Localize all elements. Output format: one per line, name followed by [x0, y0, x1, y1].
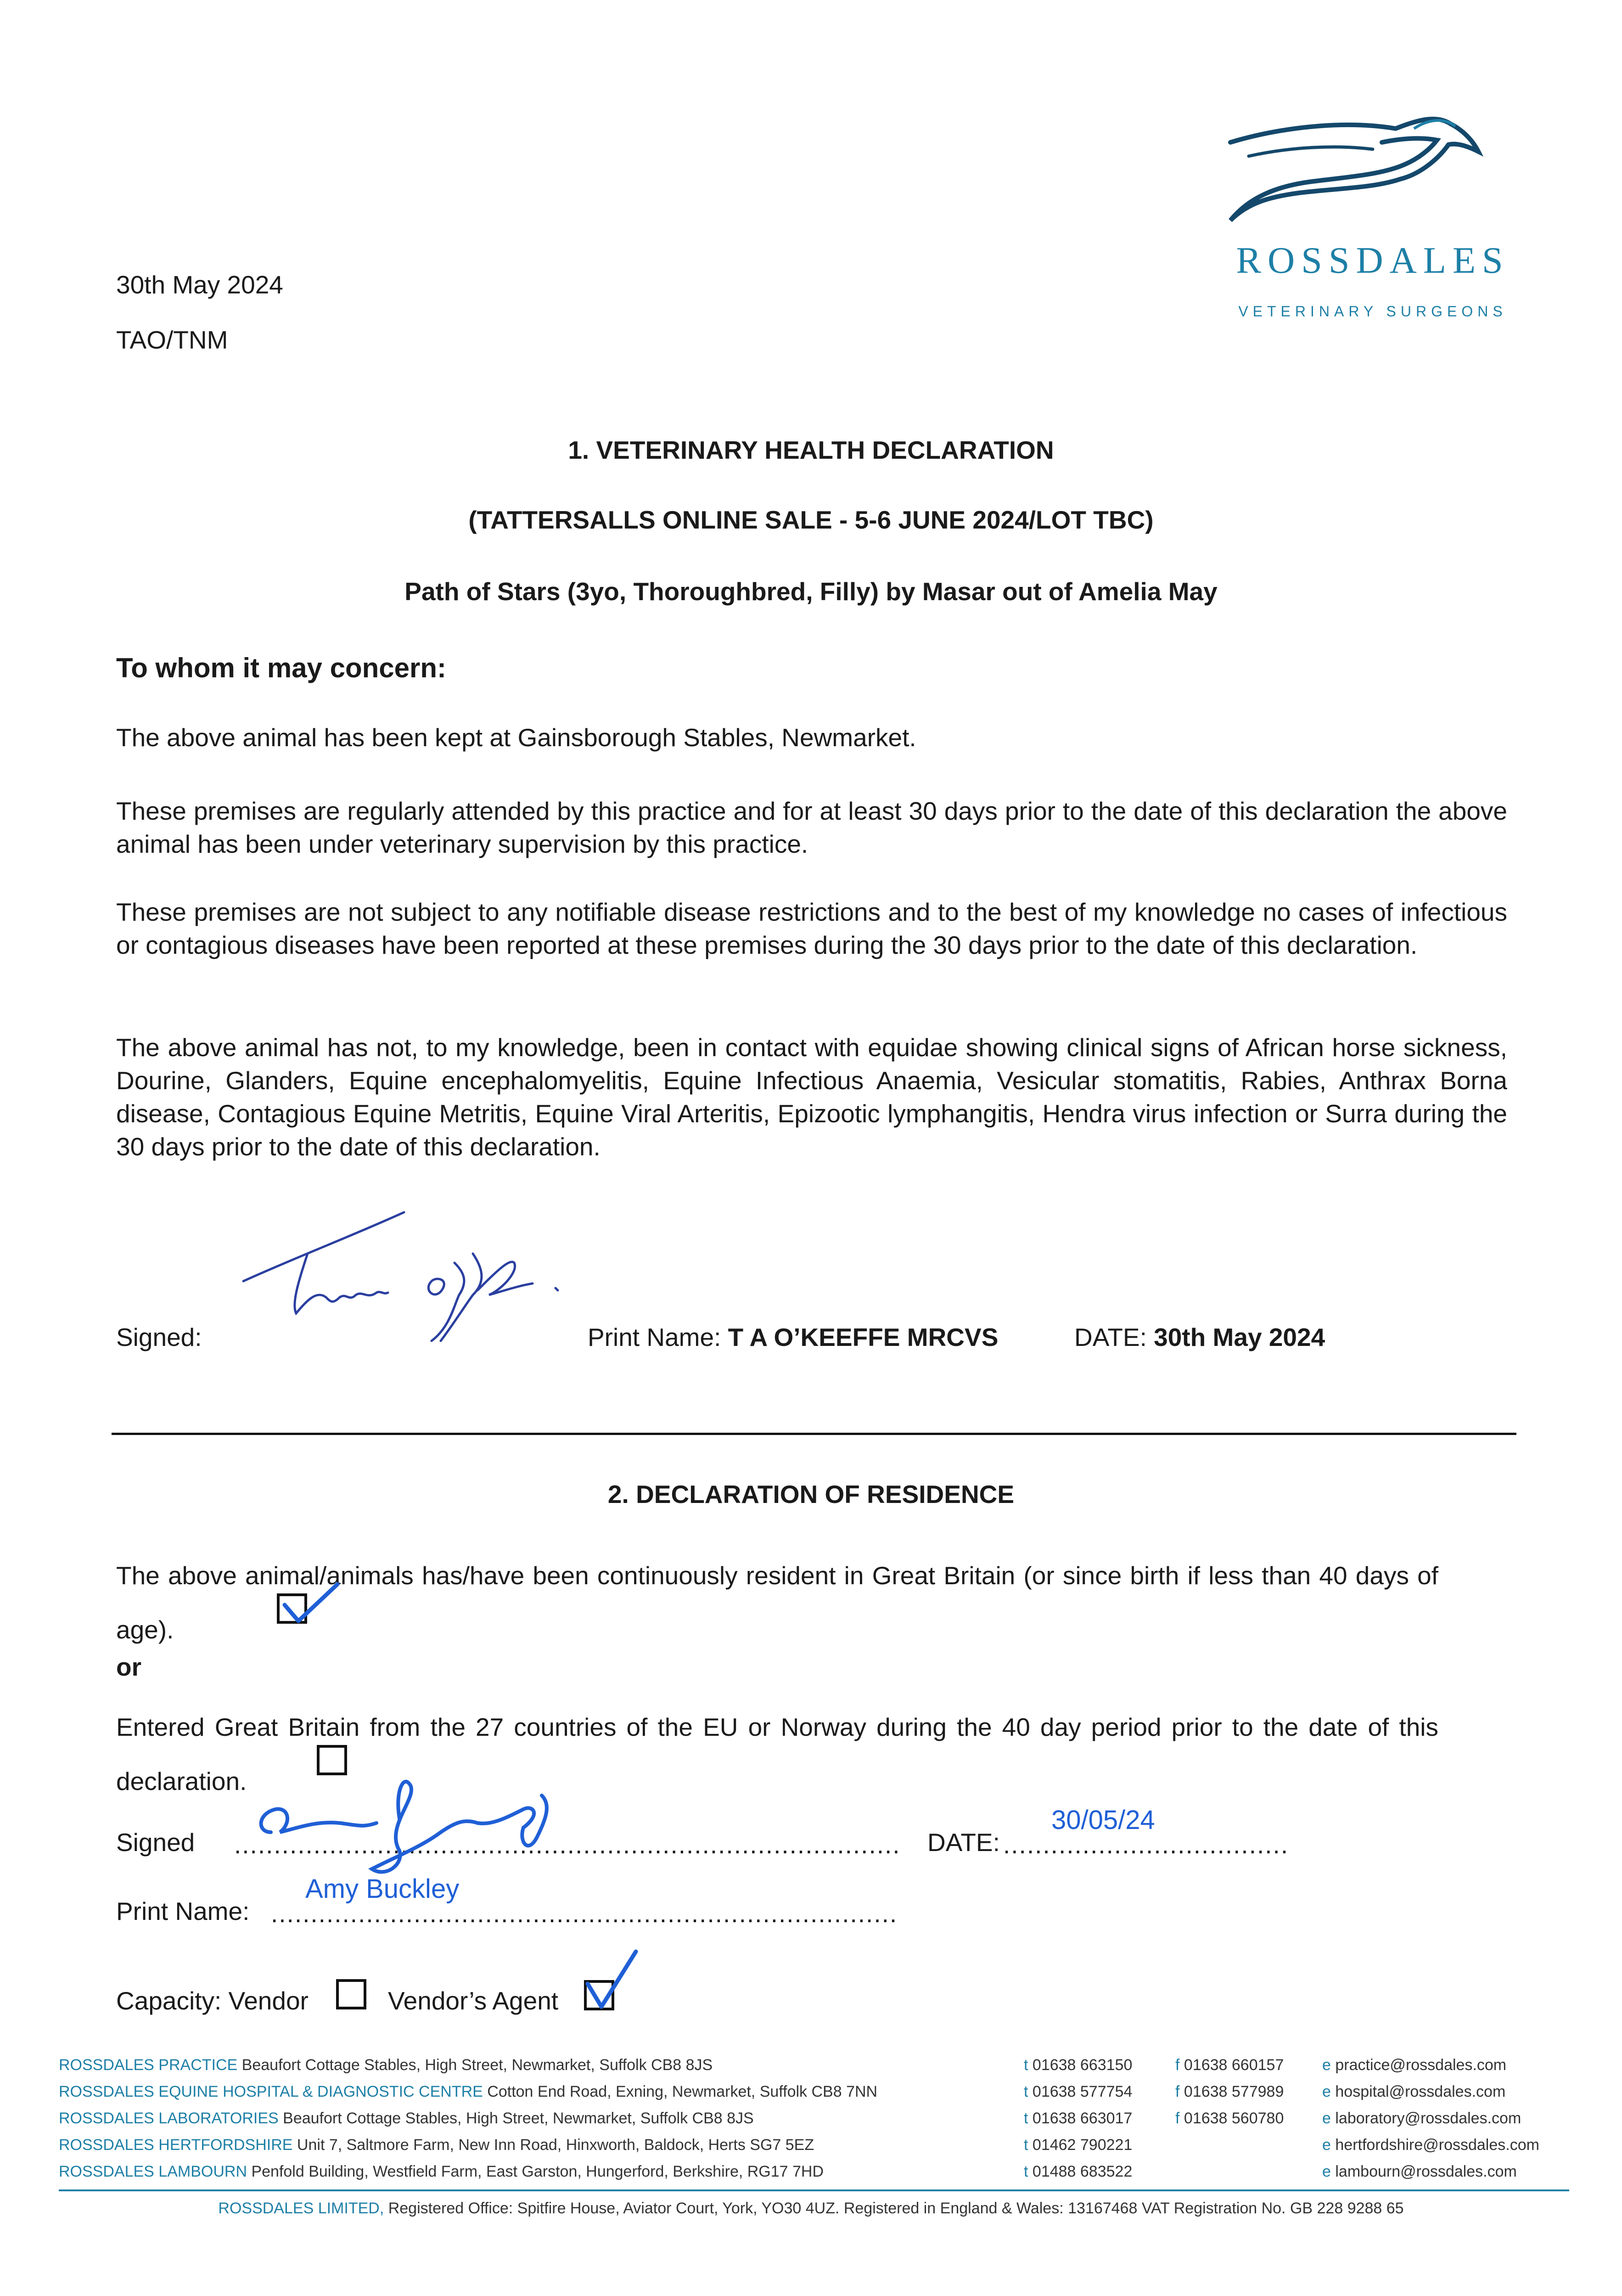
footer-email[interactable]: e laboratory@rossdales.com	[1322, 2110, 1521, 2127]
footer-row	[59, 2136, 814, 2154]
footer-row	[59, 2163, 824, 2181]
section1-title: 1. VETERINARY HEALTH DECLARATION	[568, 436, 1054, 464]
footer-phone: t 01638 577754	[1024, 2083, 1133, 2100]
footer-row-name: ROSSDALES LAMBOURN	[59, 2163, 247, 2180]
footer-row	[59, 2056, 713, 2074]
horse-description: Path of Stars (3yo, Thoroughbred, Filly) by Masar out of Amelia May	[404, 577, 1218, 606]
footer-email[interactable]: e hertfordshire@rossdales.com	[1322, 2136, 1539, 2154]
date-label-2: DATE:	[927, 1828, 1000, 1857]
footer-row-address: Cotton End Road, Exning, Newmarket, Suffolk CB8 7NN	[487, 2083, 878, 2100]
letter-reference: TAO/TNM	[116, 326, 228, 354]
signed-label-2: Signed	[116, 1828, 195, 1857]
vet-declaration-date: 30th May 2024	[1154, 1323, 1325, 1351]
print-name-label-2: Print Name:	[116, 1897, 250, 1925]
agent-date: 30/05/24	[1051, 1805, 1155, 1835]
residence-option-1-text: The above animal/animals has/have been continuously resident in Great Britain (or since birth if less than 40 days of age).	[116, 1561, 1438, 1644]
footer-divider	[59, 2189, 1569, 2191]
date-line: ....................................	[1003, 1830, 1289, 1859]
footer-row	[59, 2110, 754, 2127]
footer-phone: t 01638 663017	[1024, 2110, 1133, 2127]
capacity-label: Capacity:	[116, 1986, 222, 2015]
footer-fax: f 01638 560780	[1175, 2110, 1284, 2127]
checkmark-icon	[275, 1580, 344, 1630]
registered-company-name: ROSSDALES LIMITED,	[218, 2200, 384, 2217]
registered-office-text: Registered Office: Spitfire House, Aviator Court, York, YO30 4UZ. Registered in England & Wales: 13167468 VAT Registration No. GB 228 9288 65	[388, 2200, 1404, 2217]
footer-fax: f 01638 577989	[1175, 2083, 1284, 2100]
footer-email[interactable]: e lambourn@rossdales.com	[1322, 2163, 1517, 2180]
signature-line: ....................................................................................	[234, 1830, 901, 1859]
footer-row-address: Beaufort Cottage Stables, High Street, Newmarket, Suffolk CB8 8JS	[241, 2056, 713, 2074]
footer-row-address: Penfold Building, Westfield Farm, East Garston, Hungerford, Berkshire, RG17 7HD	[251, 2163, 824, 2180]
agent-signature	[248, 1763, 615, 1883]
vendor-checkbox[interactable]	[336, 1979, 366, 2009]
footer-row-address: Unit 7, Saltmore Farm, New Inn Road, Hinxworth, Baldock, Herts SG7 5EZ	[297, 2136, 814, 2154]
footer-phone: t 01488 683522	[1024, 2163, 1133, 2180]
footer-email[interactable]: e practice@rossdales.com	[1322, 2056, 1507, 2074]
salutation: To whom it may concern:	[116, 653, 446, 683]
section-divider	[112, 1433, 1516, 1435]
date-row-1	[1074, 1322, 1325, 1352]
capacity-row	[116, 1986, 309, 2015]
letter-date: 30th May 2024	[116, 270, 283, 299]
paragraph-premises: The above animal has been kept at Gainsborough Stables, Newmarket.	[116, 723, 916, 752]
section2-title: 2. DECLARATION OF RESIDENCE	[607, 1480, 1015, 1508]
signed-label-1: Signed:	[116, 1323, 202, 1351]
paragraph-contact: The above animal has not, to my knowledge, been in contact with equidae showing clinical signs of African horse sickness, Dourine, Glanders, Equine encephalomyelitis, Equine Infectious Anaemia, Vesicular stomatitis, Rabies, Anthrax Borna disease, Contagious Equine Metritis, Equine Viral Arteritis, Epizootic lymphangitis, Hendra virus infection or Surra during the 30 days prior to the date of this declaration.	[116, 1033, 1507, 1161]
footer-row	[59, 2083, 877, 2101]
logo-tagline: VETERINARY SURGEONS	[1238, 303, 1507, 320]
vet-print-name: T A O’KEEFFE MRCVS	[728, 1323, 999, 1351]
footer-row-name: ROSSDALES PRACTICE	[59, 2056, 238, 2074]
print-name-label-1: Print Name:	[588, 1323, 721, 1351]
paragraph-disease-restrictions: These premises are not subject to any notifiable disease restrictions and to the best of my knowledge no cases of infectious or contagious diseases have been reported at these premises during the 30 days prior to the date of this declaration.	[116, 898, 1507, 959]
paragraph-supervision: These premises are regularly attended by this practice and for at least 30 days prior to the date of this declaration the above animal has been under veterinary supervision by this practice.	[116, 797, 1507, 858]
registered-office	[0, 2200, 1622, 2217]
print-name-line: ...............................................................................	[271, 1899, 898, 1928]
section1-subtitle: (TATTERSALLS ONLINE SALE - 5-6 JUNE 2024/LOT TBC)	[468, 506, 1154, 534]
footer-row-name: ROSSDALES HERTFORDSHIRE	[59, 2136, 293, 2154]
checkmark-icon	[583, 1947, 643, 2016]
vendor-agent-label: Vendor’s Agent	[388, 1986, 559, 2015]
footer-phone: t 01638 663150	[1024, 2056, 1133, 2074]
or-label: or	[116, 1653, 141, 1681]
agent-print-name: Amy Buckley	[305, 1874, 460, 1904]
print-name-row-1	[588, 1322, 998, 1352]
footer-row-name: ROSSDALES EQUINE HOSPITAL & DIAGNOSTIC CENTRE	[59, 2083, 483, 2100]
vendor-label: Vendor	[228, 1986, 309, 2015]
logo-wordmark: ROSSDALES	[1236, 239, 1510, 281]
horse-logo-icon	[1221, 110, 1515, 225]
footer-fax: f 01638 660157	[1175, 2056, 1284, 2074]
footer-row-address: Beaufort Cottage Stables, High Street, Newmarket, Suffolk CB8 8JS	[283, 2110, 754, 2127]
footer-phone: t 01462 790221	[1024, 2136, 1133, 2154]
footer-email[interactable]: e hospital@rossdales.com	[1322, 2083, 1506, 2100]
footer-row-name: ROSSDALES LABORATORIES	[59, 2110, 279, 2127]
date-label-1: DATE:	[1074, 1323, 1147, 1351]
residence-option-2-text: Entered Great Britain from the 27 countries of the EU or Norway during the 40 day period prior to the date of this declaration.	[116, 1713, 1438, 1795]
vet-signature	[239, 1203, 574, 1350]
